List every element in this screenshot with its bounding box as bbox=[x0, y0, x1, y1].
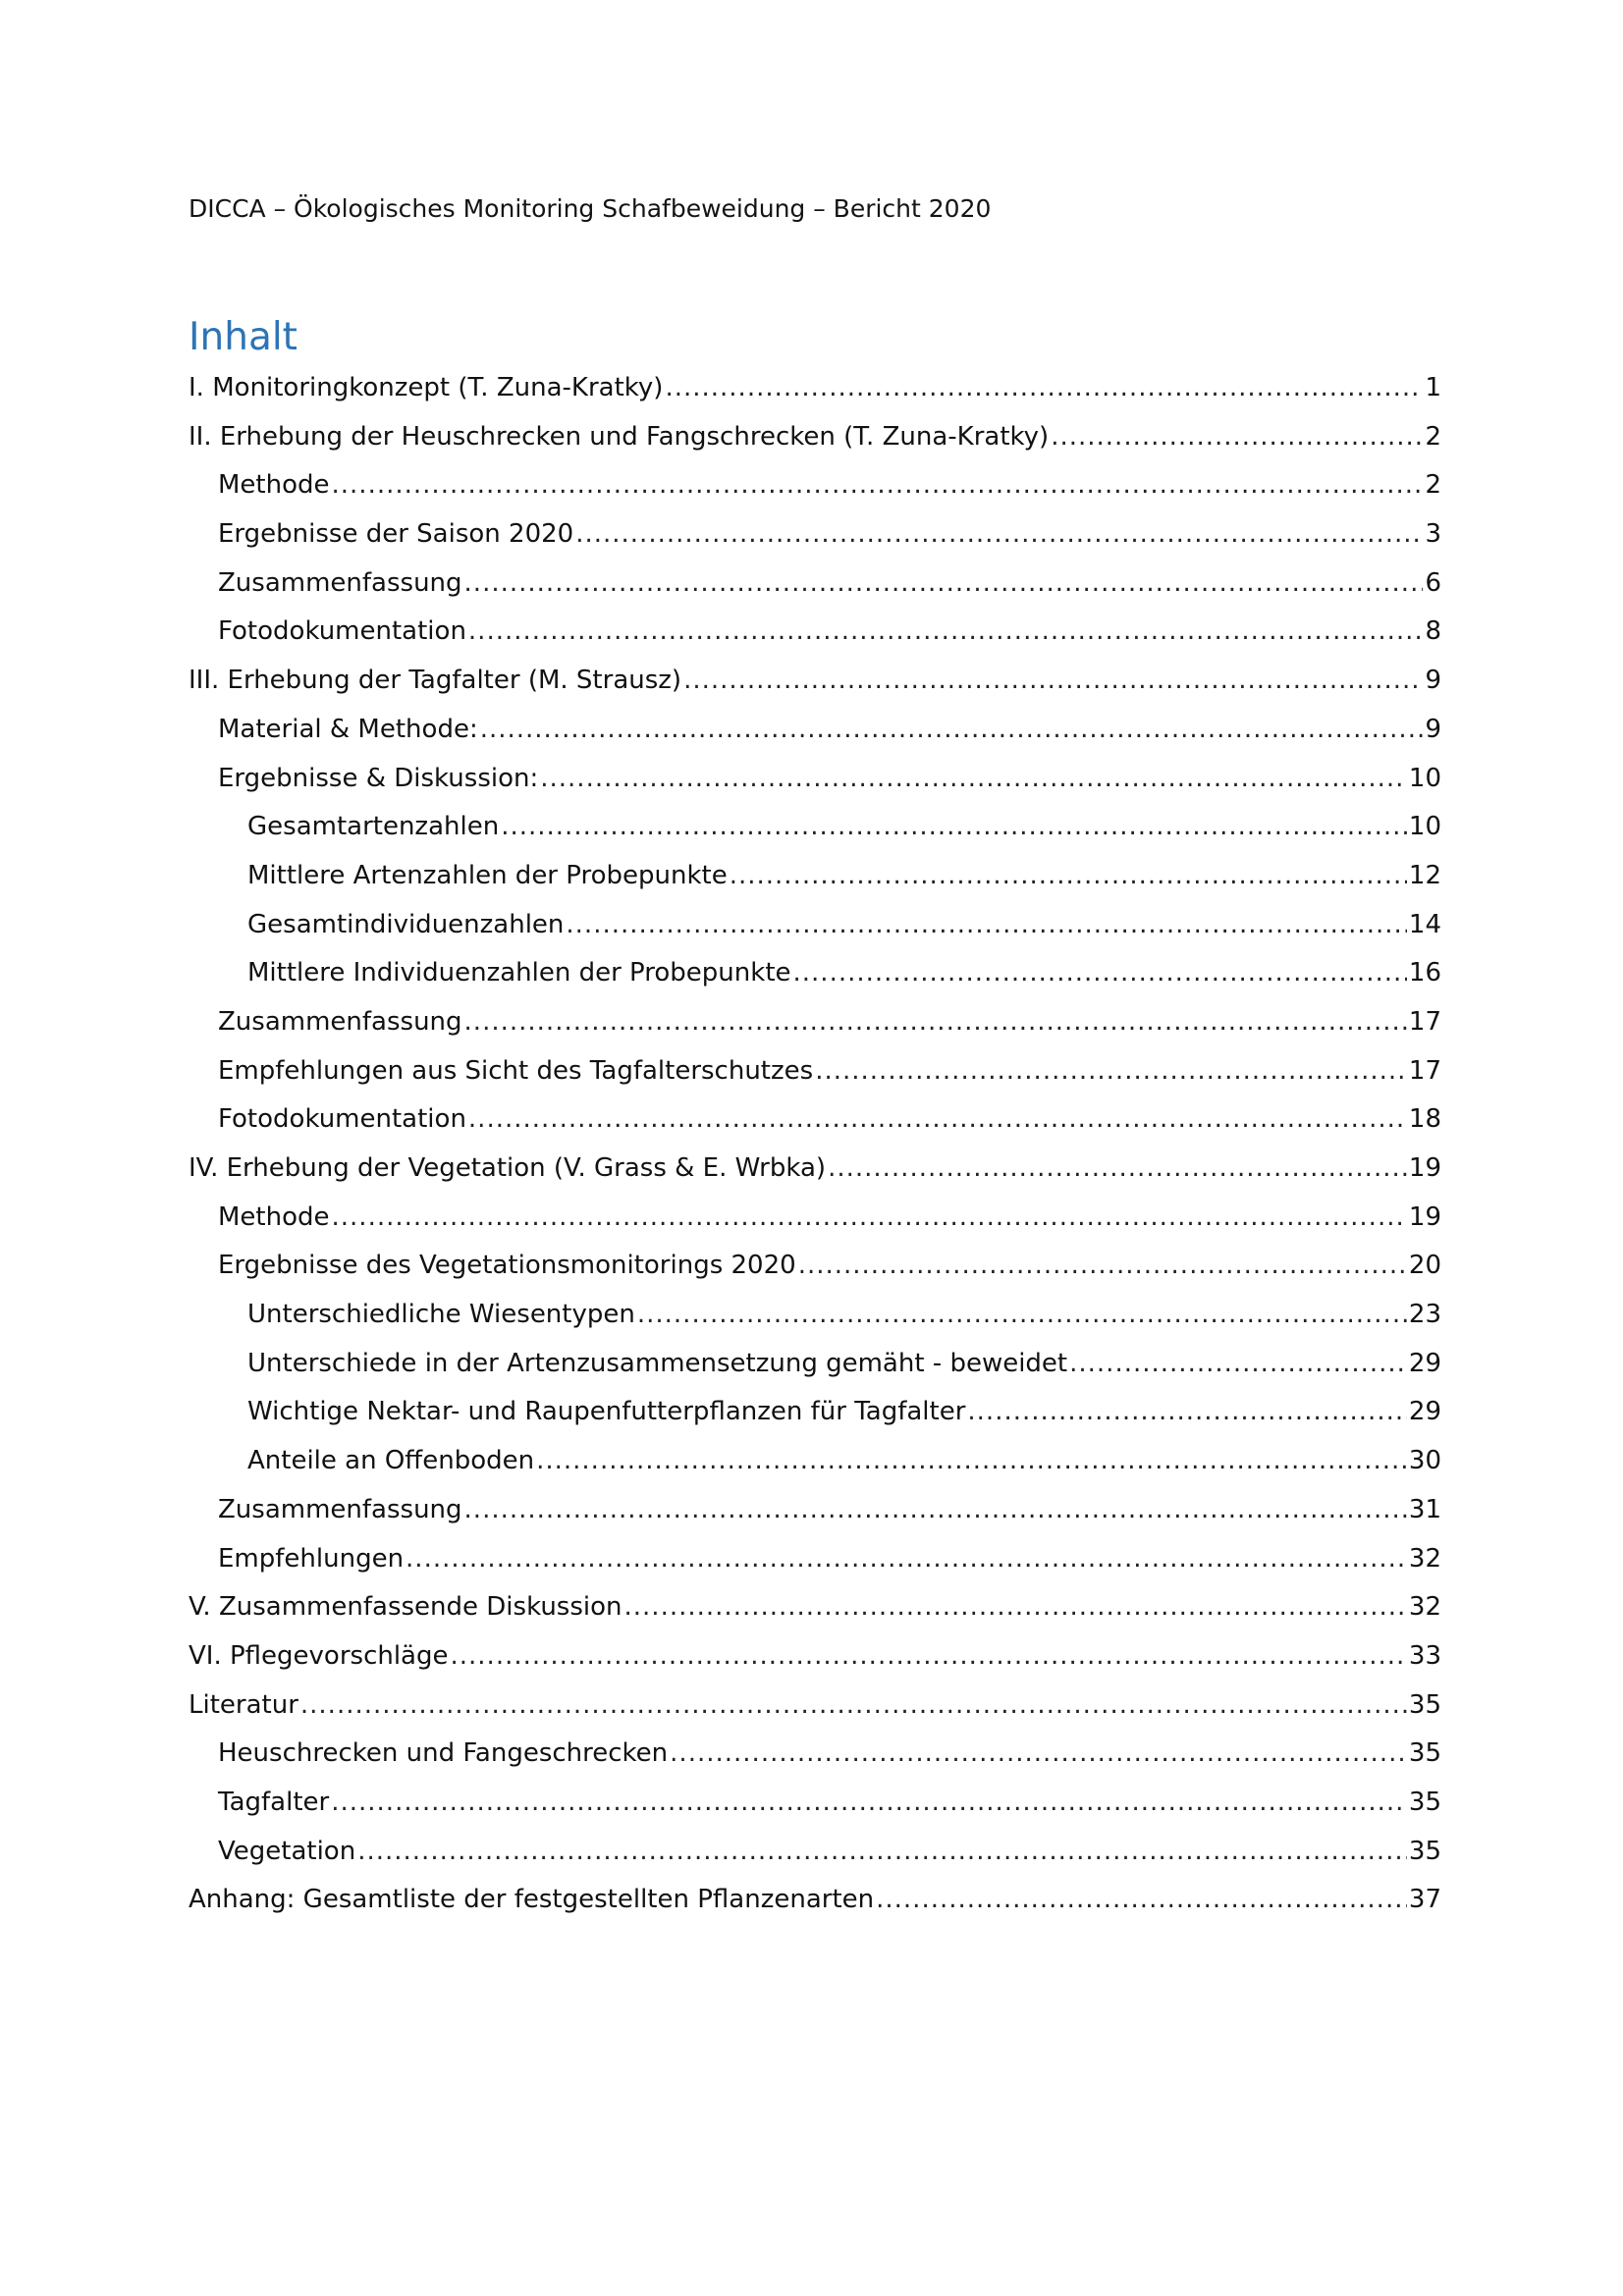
toc-entry-level-2[interactable] bbox=[189, 1102, 1441, 1151]
toc-entry-page-number: 16 bbox=[1408, 958, 1441, 988]
toc-entry-label: Material & Methode: bbox=[218, 714, 478, 744]
toc-entry-label: Fotodokumentation bbox=[218, 1104, 466, 1135]
toc-entry-label: Ergebnisse des Vegetationsmonitorings 2020 bbox=[218, 1251, 796, 1281]
toc-entry-level-1[interactable] bbox=[189, 664, 1441, 713]
toc-dot-leader bbox=[793, 956, 1407, 989]
toc-entry-label: Anteile an Offenboden bbox=[247, 1446, 535, 1476]
toc-entry-label: Tagfalter bbox=[218, 1787, 330, 1817]
toc-entry-level-1[interactable] bbox=[189, 1639, 1441, 1688]
table-of-contents bbox=[189, 371, 1441, 1932]
toc-entry-level-1[interactable] bbox=[189, 1590, 1441, 1639]
toc-entry-level-1[interactable] bbox=[189, 1883, 1441, 1932]
toc-dot-leader bbox=[876, 1883, 1407, 1916]
toc-entry-page-number: 35 bbox=[1408, 1836, 1441, 1866]
toc-entry-label: Methode bbox=[218, 1201, 330, 1232]
toc-entry-label: Zusammenfassung bbox=[218, 1494, 462, 1524]
toc-entry-level-3[interactable] bbox=[189, 956, 1441, 1005]
toc-dot-leader bbox=[1069, 1347, 1407, 1380]
toc-entry-page-number: 19 bbox=[1408, 1153, 1441, 1183]
toc-entry-level-2[interactable] bbox=[189, 517, 1441, 566]
toc-entry-page-number: 10 bbox=[1408, 763, 1441, 793]
toc-entry-page-number: 14 bbox=[1408, 909, 1441, 939]
toc-entry-label: Fotodokumentation bbox=[218, 616, 466, 647]
toc-entry-label: II. Erhebung der Heuschrecken und Fangschrecken (T. Zuna-Kratky) bbox=[189, 421, 1050, 452]
toc-entry-label: Mittlere Individuenzahlen der Probepunkte bbox=[247, 958, 791, 988]
toc-entry-page-number: 32 bbox=[1408, 1592, 1441, 1623]
toc-dot-leader bbox=[670, 1736, 1407, 1770]
toc-entry-label: Unterschiede in der Artenzusammensetzung gemäht - beweidet bbox=[247, 1348, 1068, 1378]
toc-dot-leader bbox=[540, 762, 1407, 795]
toc-entry-label: III. Erhebung der Tagfalter (M. Strausz) bbox=[189, 666, 682, 696]
toc-entry-label: Ergebnisse der Saison 2020 bbox=[218, 519, 574, 550]
toc-dot-leader bbox=[406, 1542, 1407, 1575]
toc-entry-page-number: 35 bbox=[1408, 1787, 1441, 1817]
toc-entry-level-1[interactable] bbox=[189, 1151, 1441, 1201]
toc-entry-level-2[interactable] bbox=[189, 1786, 1441, 1835]
toc-entry-page-number: 3 bbox=[1425, 519, 1441, 550]
toc-entry-level-2[interactable] bbox=[189, 762, 1441, 811]
toc-entry-level-2[interactable] bbox=[189, 1493, 1441, 1542]
toc-entry-label: Wichtige Nektar- und Raupenfutterpflanzen für Tagfalter bbox=[247, 1397, 966, 1427]
toc-entry-page-number: 23 bbox=[1408, 1300, 1441, 1330]
toc-entry-page-number: 2 bbox=[1425, 470, 1441, 501]
toc-entry-level-3[interactable] bbox=[189, 810, 1441, 859]
toc-entry-label: Heuschrecken und Fangeschrecken bbox=[218, 1738, 669, 1769]
toc-dot-leader bbox=[566, 908, 1407, 941]
toc-entry-level-2[interactable] bbox=[189, 468, 1441, 517]
toc-entry-level-2[interactable] bbox=[189, 1736, 1441, 1786]
toc-entry-page-number: 9 bbox=[1425, 666, 1441, 696]
toc-entry-level-2[interactable] bbox=[189, 1542, 1441, 1591]
toc-dot-leader bbox=[798, 1249, 1407, 1282]
toc-dot-leader bbox=[665, 371, 1423, 404]
toc-title: Inhalt bbox=[189, 315, 298, 360]
toc-entry-label: Empfehlungen aus Sicht des Tagfalterschutzes bbox=[218, 1055, 814, 1086]
toc-dot-leader bbox=[464, 566, 1424, 600]
toc-entry-level-3[interactable] bbox=[189, 1444, 1441, 1493]
toc-entry-level-3[interactable] bbox=[189, 1395, 1441, 1444]
toc-entry-label: Unterschiedliche Wiesentypen bbox=[247, 1300, 635, 1330]
toc-dot-leader bbox=[464, 1493, 1407, 1526]
toc-entry-label: Methode bbox=[218, 470, 330, 501]
toc-entry-label: Empfehlungen bbox=[218, 1543, 405, 1574]
toc-dot-leader bbox=[815, 1054, 1407, 1088]
toc-entry-page-number: 17 bbox=[1408, 1006, 1441, 1037]
toc-entry-level-2[interactable] bbox=[189, 1005, 1441, 1054]
toc-dot-leader bbox=[468, 1102, 1407, 1136]
toc-entry-label: Ergebnisse & Diskussion: bbox=[218, 763, 539, 793]
toc-entry-label: Gesamtartenzahlen bbox=[247, 812, 500, 842]
toc-entry-page-number: 8 bbox=[1425, 616, 1441, 647]
toc-entry-page-number: 30 bbox=[1408, 1446, 1441, 1476]
toc-entry-page-number: 29 bbox=[1408, 1397, 1441, 1427]
toc-entry-level-2[interactable] bbox=[189, 1054, 1441, 1103]
toc-entry-level-3[interactable] bbox=[189, 859, 1441, 908]
toc-entry-page-number: 20 bbox=[1408, 1251, 1441, 1281]
toc-entry-label: Zusammenfassung bbox=[218, 1006, 462, 1037]
toc-dot-leader bbox=[332, 1201, 1407, 1234]
toc-entry-label: Gesamtindividuenzahlen bbox=[247, 909, 565, 939]
toc-entry-level-3[interactable] bbox=[189, 1298, 1441, 1347]
running-header: DICCA – Ökologisches Monitoring Schafbeweidung – Bericht 2020 bbox=[189, 194, 992, 223]
toc-entry-level-2[interactable] bbox=[189, 713, 1441, 762]
toc-entry-level-3[interactable] bbox=[189, 908, 1441, 957]
toc-entry-page-number: 35 bbox=[1408, 1689, 1441, 1720]
toc-entry-level-2[interactable] bbox=[189, 1835, 1441, 1884]
toc-entry-page-number: 10 bbox=[1408, 812, 1441, 842]
toc-entry-label: Mittlere Artenzahlen der Probepunkte bbox=[247, 860, 728, 890]
toc-entry-level-1[interactable] bbox=[189, 371, 1441, 420]
toc-entry-page-number: 2 bbox=[1425, 421, 1441, 452]
toc-dot-leader bbox=[536, 1444, 1407, 1477]
toc-dot-leader bbox=[468, 614, 1424, 648]
toc-entry-level-2[interactable] bbox=[189, 566, 1441, 615]
toc-dot-leader bbox=[730, 859, 1407, 892]
toc-entry-level-2[interactable] bbox=[189, 1201, 1441, 1250]
toc-entry-page-number: 37 bbox=[1408, 1885, 1441, 1915]
toc-dot-leader bbox=[332, 468, 1424, 502]
toc-entry-page-number: 19 bbox=[1408, 1201, 1441, 1232]
toc-dot-leader bbox=[501, 810, 1407, 843]
toc-entry-page-number: 17 bbox=[1408, 1055, 1441, 1086]
toc-entry-label: Vegetation bbox=[218, 1836, 356, 1866]
toc-entry-page-number: 33 bbox=[1408, 1640, 1441, 1671]
toc-entry-label: I. Monitoringkonzept (T. Zuna-Kratky) bbox=[189, 373, 664, 402]
toc-dot-leader bbox=[357, 1835, 1407, 1868]
toc-entry-label: Literatur bbox=[189, 1689, 298, 1720]
toc-dot-leader bbox=[575, 517, 1423, 551]
toc-entry-level-1[interactable] bbox=[189, 420, 1441, 469]
toc-entry-page-number: 12 bbox=[1408, 860, 1441, 890]
toc-entry-label: IV. Erhebung der Vegetation (V. Grass & E. Wrbka) bbox=[189, 1153, 827, 1183]
toc-entry-level-1[interactable] bbox=[189, 1688, 1441, 1737]
toc-dot-leader bbox=[331, 1786, 1407, 1819]
toc-entry-level-3[interactable] bbox=[189, 1347, 1441, 1396]
toc-entry-label: VI. Pflegevorschläge bbox=[189, 1640, 449, 1671]
toc-dot-leader bbox=[480, 713, 1424, 746]
toc-entry-label: Anhang: Gesamtliste der festgestellten Pflanzenarten bbox=[189, 1885, 875, 1915]
toc-dot-leader bbox=[624, 1590, 1407, 1624]
toc-entry-page-number: 32 bbox=[1408, 1543, 1441, 1574]
toc-entry-page-number: 1 bbox=[1425, 373, 1441, 402]
toc-entry-label: V. Zusammenfassende Diskussion bbox=[189, 1592, 622, 1623]
toc-entry-level-2[interactable] bbox=[189, 1249, 1441, 1298]
toc-entry-page-number: 6 bbox=[1425, 567, 1441, 598]
toc-entry-page-number: 9 bbox=[1425, 714, 1441, 744]
toc-dot-leader bbox=[300, 1688, 1407, 1722]
toc-dot-leader bbox=[451, 1639, 1407, 1673]
toc-dot-leader bbox=[683, 664, 1423, 697]
toc-entry-level-2[interactable] bbox=[189, 614, 1441, 664]
toc-dot-leader bbox=[967, 1395, 1407, 1428]
toc-dot-leader bbox=[637, 1298, 1407, 1331]
toc-dot-leader bbox=[464, 1005, 1407, 1039]
toc-entry-page-number: 31 bbox=[1408, 1494, 1441, 1524]
toc-entry-page-number: 18 bbox=[1408, 1104, 1441, 1135]
toc-entry-page-number: 29 bbox=[1408, 1348, 1441, 1378]
toc-dot-leader bbox=[1051, 420, 1423, 454]
toc-entry-label: Zusammenfassung bbox=[218, 567, 462, 598]
toc-entry-page-number: 35 bbox=[1408, 1738, 1441, 1769]
toc-dot-leader bbox=[828, 1151, 1407, 1185]
